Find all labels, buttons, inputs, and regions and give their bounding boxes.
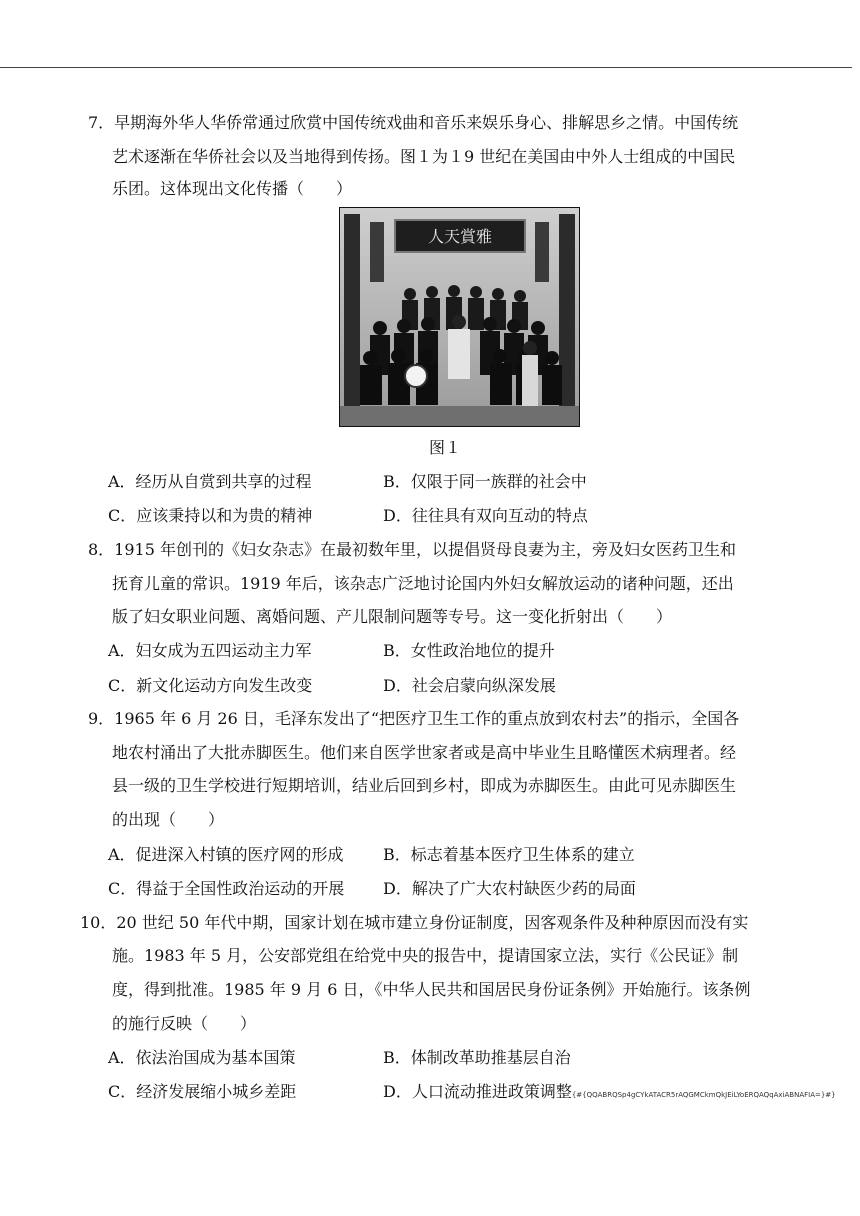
question-10-stem-line-4: 的施行反映（ ） xyxy=(112,1014,257,1033)
question-9-stem-line-2: 地农村涌出了大批赤脚医生。他们来自医学世家者或是高中毕业生且略懂医术病理者。经 xyxy=(112,743,737,762)
question-9-option-b[interactable]: B．标志着基本医疗卫生体系的建立 xyxy=(383,845,635,864)
question-10-option-b[interactable]: B．体制改革助推基层自治 xyxy=(383,1048,571,1067)
document-stamp-code: {#{QQABRQSp4gCYkATACR5rAQGMCkmQkJEiLYoERQAQqAxiABNAFIA=}#} xyxy=(571,1091,836,1099)
question-10-stem-line-2: 施。1983 年 5 月，公安部党组在给党中央的报告中，提请国家立法，实行《公民证》制 xyxy=(112,946,739,965)
question-9-stem-line-3: 县一级的卫生学校进行短期培训，结业后回到乡村，即成为赤脚医生。由此可见赤脚医生 xyxy=(112,776,737,795)
question-7-option-c[interactable]: C．应该秉持以和为贵的精神 xyxy=(108,506,313,525)
chinese-band-photo xyxy=(339,207,580,427)
question-7-stem-line-2: 艺术逐渐在华侨社会以及当地得到传扬。图１为１9 世纪在美国由中外人士组成的中国民 xyxy=(112,147,736,166)
question-8-option-d[interactable]: D．社会启蒙向纵深发展 xyxy=(383,676,556,695)
question-9-option-d[interactable]: D．解决了广大农村缺医少药的局面 xyxy=(383,879,636,898)
question-7-stem-line-3: 乐团。这体现出文化传播（ ） xyxy=(112,179,353,198)
chinese-band-photo-drawing xyxy=(340,208,579,426)
question-9-stem-line-4: 的出现（ ） xyxy=(112,810,225,829)
question-9-option-a[interactable]: A．促进深入村镇的医疗网的形成 xyxy=(108,845,344,864)
question-10-option-a[interactable]: A．依法治国成为基本国策 xyxy=(108,1048,296,1067)
question-8-option-a[interactable]: A．妇女成为五四运动主力军 xyxy=(108,641,312,660)
figure-1-caption: 图１ xyxy=(429,438,462,457)
question-9-stem-line-1: 9．1965 年 6 月 26 日，毛泽东发出了“把医疗卫生工作的重点放到农村去”的指示，全国各 xyxy=(88,709,740,728)
question-8-stem-line-2: 抚育儿童的常识。1919 年后，该杂志广泛地讨论国内外妇女解放运动的诸种问题，还出 xyxy=(112,574,734,593)
question-10-stem-line-1: 10．20 世纪 50 年代中期，国家计划在城市建立身份证制度，因客观条件及种种原因而没有实 xyxy=(80,913,749,932)
question-8-option-c[interactable]: C．新文化运动方向发生改变 xyxy=(108,676,313,695)
question-10-option-d[interactable] xyxy=(383,1082,836,1105)
question-7-option-d[interactable]: D．往往具有双向互动的特点 xyxy=(383,506,588,525)
question-7-option-b[interactable]: B．仅限于同一族群的社会中 xyxy=(383,472,587,491)
question-8-stem-line-1: 8．1915 年创刊的《妇女杂志》在最初数年里，以提倡贤母良妻为主，旁及妇女医药卫生和 xyxy=(88,540,736,559)
question-9-option-c[interactable]: C．得益于全国性政治运动的开展 xyxy=(108,879,345,898)
photo-sign-text: 人天賞雅 xyxy=(427,227,493,246)
header-rule xyxy=(0,67,852,68)
question-7-stem-line-1: 7．早期海外华人华侨常通过欣赏中国传统戏曲和音乐来娱乐身心、排解思乡之情。中国传统 xyxy=(88,113,739,132)
question-10-option-c[interactable]: C．经济发展缩小城乡差距 xyxy=(108,1082,297,1101)
question-8-option-b[interactable]: B．女性政治地位的提升 xyxy=(383,641,555,660)
question-8-stem-line-3: 版了妇女职业问题、离婚问题、产儿限制问题等专号。这一变化折射出（ ） xyxy=(112,607,673,626)
question-7-option-a[interactable]: A．经历从自赏到共享的过程 xyxy=(108,472,312,491)
question-10-stem-line-3: 度，得到批准。1985 年 9 月 6 日，《中华人民共和国居民身份证条例》开始施行。该条例 xyxy=(112,980,751,999)
question-10-option-d-text: D．人口流动推进政策调整 xyxy=(383,1082,572,1101)
